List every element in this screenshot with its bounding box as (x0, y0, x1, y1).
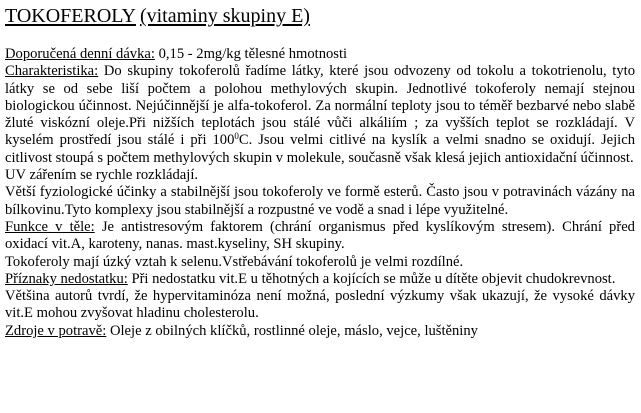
characteristics-paragraph (5, 63, 635, 167)
daily-dose-paragraph (5, 46, 635, 63)
title-subtitle: (vitaminy skupiny E) (139, 5, 310, 27)
sources-label: Zdroje v potravě: (5, 322, 107, 339)
deficiency-label: Příznaky nedostatku: (5, 270, 128, 287)
function-paragraph (5, 219, 635, 254)
esters-paragraph: Větší fyziologické účinky a stabilnější jsou tokoferoly ve formě esterů. Často jsou v potravinách vázány na bílkovinu.Tyto komplexy jsou stabilnější a rozpustné ve vodě a snad i lépe využitelné. (5, 184, 635, 218)
sources-paragraph (5, 323, 635, 340)
function-text: Je antistresovým faktorem (chrání organismus před kyslíkovým stresem). Chrání před oxidací vit.A, karoteny, nanas. mast.kyseliny, SH skupiny. (5, 218, 635, 253)
daily-dose-label: Doporučená denní dávka: (5, 46, 155, 62)
sources-text: Oleje z obilných klíčků, rostlinné oleje, máslo, vejce, luštěniny (106, 322, 478, 339)
uv-paragraph: UV zářením se rychle rozkládají. (5, 167, 199, 184)
deficiency-text: Při nedostatku vit.E u těhotných a kojících se může u dítěte objevit chudokrevnost. (127, 270, 616, 287)
title-main: TOKOFEROLY (5, 5, 136, 27)
daily-dose-text: 0,15 - 2mg/kg tělesné hmotnosti (154, 46, 348, 62)
characteristics-text-2: C. Jsou velmi citlivé na kyslík a velmi snadno se oxidují. Jejich citlivost stoupá s počtem methylových skupin v molekule, současně však klesá jejich antioxidační účinnost. (5, 132, 635, 166)
selenium-paragraph: Tokoferoly mají úzký vztah k selenu.Vstřebávání tokoferolů je velmi rozdílné. (5, 253, 464, 270)
function-label: Funkce v těle: (5, 218, 95, 235)
characteristics-text-1: Do skupiny tokoferolů řadíme látky, které jsou odvozeny od tokolu a tokotrienolu, tyto látky se od sebe liší počtem a polohou methylových skupin. Jednotlivé tokoferoly nemají stejnou biologickou účinnost. Nejúčinnější je alfa-tokoferol. Za normální teploty jsou to téměř bezbarvé nebo slabě žluté viskózní oleje.Při nižších teplotách jsou stálé vůči alkáliím ; za vyšších teplot se rozkládají. V kyselém prostředí jsou stálé i při 100 (5, 63, 635, 149)
characteristics-label: Charakteristika: (5, 63, 99, 80)
deficiency-paragraph (5, 271, 635, 288)
degree-symbol: 0 (234, 131, 239, 142)
hypervitaminosis-paragraph: Většina autorů tvrdí, že hypervitaminóza není možná, poslední výzkumy však ukazují, že vysoké dávky vit.E mohou zvyšovat hladinu cholesterolu. (5, 288, 635, 322)
page-title (5, 4, 635, 28)
document-page (5, 4, 635, 340)
